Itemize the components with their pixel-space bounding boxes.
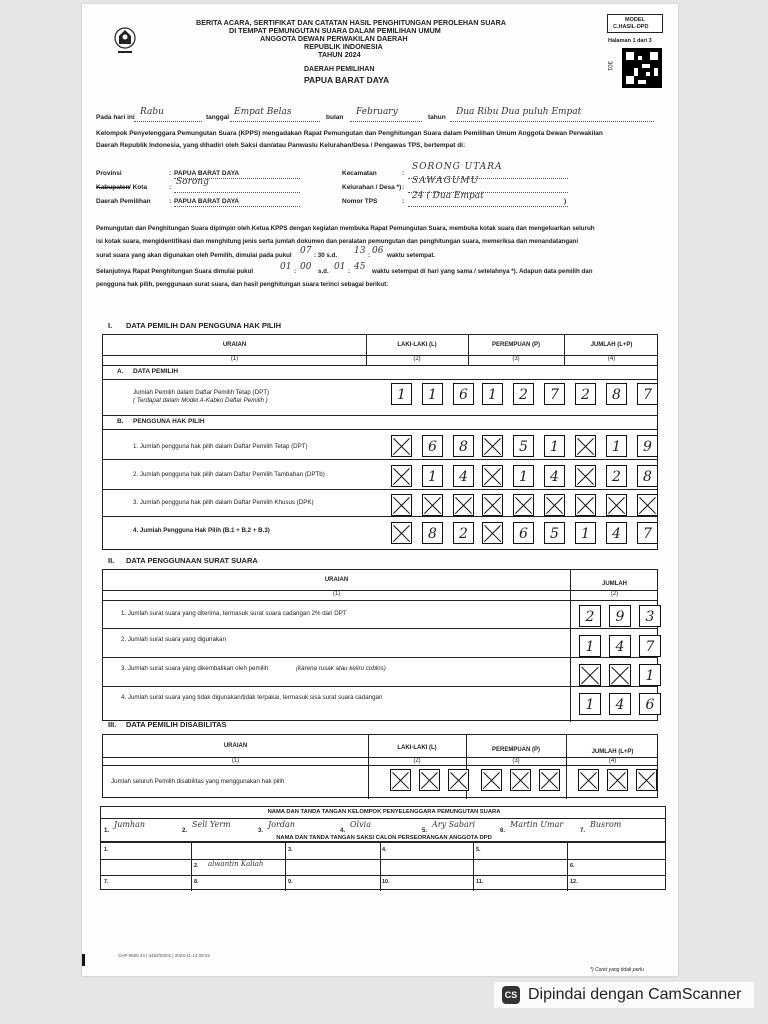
region-name: PAPUA BARAT DAYA: [304, 75, 390, 85]
camscanner-watermark: [494, 982, 754, 1008]
s3-j-1: [607, 769, 628, 791]
tps-close: ): [564, 198, 567, 205]
title-4: REPUBLIK INDONESIA: [304, 42, 383, 51]
kpps-signature-7: Busrom: [590, 820, 622, 829]
time-3: 06: [372, 246, 384, 256]
s3-r1: Jumlah seluruh Pemilih disabilitas yang menggunakan hak pilih: [111, 778, 285, 785]
s1-row2-j-2: 8: [637, 465, 658, 487]
s2-row2-2: 1: [639, 664, 661, 686]
s3-col-uraian: URAIAN: [223, 743, 248, 749]
kpu-logo: [112, 24, 138, 58]
kpps-signature-1: Jumhan: [114, 820, 146, 829]
kel-label: Kelurahan / Desa *): [342, 184, 402, 191]
kpps-signature-6: Martin Umar: [510, 820, 564, 829]
s3-p-1: [510, 769, 531, 791]
kec-colon: :: [402, 170, 405, 177]
s2-n2: (2): [610, 591, 619, 597]
s1-dpt-note: ( Terdapat dalam Model A-Kabko Daftar Pemilih ): [133, 397, 268, 404]
tps-value: 24 ( Dua Empat: [412, 191, 484, 201]
kpps-sig-num-2: 2.: [182, 828, 188, 834]
body-p3d: waktu setempat.: [387, 252, 436, 259]
time-4: 01: [280, 262, 292, 272]
body-p1: Pemungutan dan Penghitungan Suara dipimpin oleh Ketua KPPS dengan kegiatan membuka Rapat Pemungutan Suara, membuka kotak suara dan mengeluarkan seluruh: [96, 225, 595, 232]
s1-row4-j-0: 1: [575, 522, 596, 544]
dapil-label: Daerah Pemilihan: [96, 198, 151, 205]
body-p3b: : 30 s.d.: [314, 252, 338, 259]
model-code: C.HASIL-DPD: [613, 24, 649, 30]
s1-col-j: JUMLAH (L+P): [590, 342, 633, 348]
s1-row4-p-0: [482, 522, 503, 544]
kpps-signature-4: Olvia: [350, 820, 371, 829]
s1-row3-p-1: [513, 494, 534, 516]
date-value: Empat Belas: [234, 107, 292, 117]
s2-row0-2: 3: [639, 605, 661, 627]
qr-code: [622, 48, 662, 88]
s1-row2-j-0: [575, 465, 596, 487]
camscanner-icon: CS: [502, 986, 520, 1004]
s1-b3: 3. Jumlah pengguna hak pilih dalam Daftar Pemilih Khusus (DPK): [133, 499, 314, 506]
saksi-sig-num-4: 4.: [382, 847, 387, 853]
body-p4a: Selanjutnya Rapat Penghitungan Suara dimulai pukul: [96, 268, 254, 275]
month-value: February: [356, 107, 398, 117]
s3-p-2: [539, 769, 560, 791]
saksi-sig-num-11: 11.: [476, 879, 484, 885]
s1-row2-p-2: 4: [544, 465, 565, 487]
time-7: 45: [354, 262, 366, 272]
intro-p2: Daerah Republik Indonesia, yang dihadiri oleh Saksi dan/atau Panwaslu Kelurahan/Desa / Pengawas TPS, bertempat di:: [96, 142, 466, 149]
model-label: MODEL: [625, 17, 645, 23]
s2-title: DATA PENGGUNAAN SURAT SUARA: [126, 556, 258, 565]
kec-value: SORONG UTARA: [412, 162, 503, 172]
s3-col-l: LAKI-LAKI (L): [397, 745, 437, 751]
s1-row4-l-1: 8: [422, 522, 443, 544]
s2-row0-0: 2: [579, 605, 601, 627]
s2-r4: 4. Jumlah surat suara yang tidak digunakan/tidak terpakai, termasuk sisa surat suara cadangan: [121, 694, 383, 701]
s3-col-j: JUMLAH (L+P): [591, 749, 634, 755]
kpps-signature-3: Jordan: [268, 820, 295, 829]
day-value: Rabu: [140, 107, 164, 117]
s1-row1-l-0: [391, 435, 412, 457]
saksi-sig-num-7: 7.: [104, 879, 109, 885]
s1-row1-j-1: 1: [606, 435, 627, 457]
day-label: Pada hari ini: [96, 114, 135, 121]
s2-row3-2: 6: [639, 693, 661, 715]
s1-row1-l-2: 8: [453, 435, 474, 457]
kec-label: Kecamatan: [342, 170, 377, 177]
print-code: CHP 9600 24 | 4482/03/01 | 2023-11-14 08:02: [118, 953, 210, 958]
s1-row3-j-2: [637, 494, 658, 516]
s2-table: [102, 569, 658, 721]
time-6: 01: [334, 262, 346, 272]
s1-row0-p-0: 1: [482, 383, 503, 405]
s1-title: DATA PEMILIH DAN PENGGUNA HAK PILIH: [126, 321, 281, 330]
camscanner-text: Dipindai dengan CamScanner: [528, 986, 742, 1003]
kel-colon: :: [402, 184, 405, 191]
time-2: 13: [354, 246, 366, 256]
s2-num: II.: [108, 556, 115, 565]
s2-row2-0: [579, 664, 601, 686]
s3-n4: (4): [608, 758, 617, 764]
kel-value: SAWAGUMU: [412, 176, 480, 186]
kpps-signature-table: [100, 806, 666, 842]
form-sheet: [82, 4, 678, 976]
s1-row2-l-2: 4: [453, 465, 474, 487]
s1-col-p: PEREMPUAN (P): [491, 342, 540, 348]
kpps-sig-num-4: 4.: [340, 828, 346, 834]
s1-row3-l-1: [422, 494, 443, 516]
region-label: DAERAH PEMILIHAN: [304, 66, 375, 73]
s1-n3: (3): [512, 356, 520, 362]
kab-value: Sorong: [176, 177, 209, 187]
saksi-sig-num-5: 5.: [476, 847, 481, 853]
s1-row1-p-0: [482, 435, 503, 457]
s1-dpt-label: Jumlah Pemilih dalam Daftar Pemilih Tetap (DPT): [133, 389, 270, 396]
s2-row1-2: 7: [639, 635, 661, 657]
s2-col-j: JUMLAH: [602, 581, 627, 587]
tps-label: Nomor TPS: [342, 198, 378, 205]
s2-row1-0: 1: [579, 635, 601, 657]
s2-r2: 2. Jumlah surat suara yang digunakan: [121, 636, 226, 643]
s2-row1-1: 4: [609, 635, 631, 657]
body-p3c: :: [368, 252, 371, 259]
s1-b-label: B.: [117, 418, 124, 425]
s1-b-title: PENGGUNA HAK PILIH: [133, 418, 205, 425]
saksi-sig-num-1: 1.: [104, 847, 109, 853]
s1-col-uraian: URAIAN: [222, 342, 247, 348]
s3-title: DATA PEMILIH DISABILITAS: [126, 720, 227, 729]
body-p3a: surat suara yang akan digunakan oleh Pemilih, dimulai pada pukul: [96, 252, 292, 259]
s3-l-1: [419, 769, 440, 791]
s1-row2-p-1: 1: [513, 465, 534, 487]
s2-row3-0: 1: [579, 693, 601, 715]
s3-num: III.: [108, 720, 117, 729]
s1-row4-p-2: 5: [544, 522, 565, 544]
s1-row4-j-1: 4: [606, 522, 627, 544]
s1-row1-j-2: 9: [637, 435, 658, 457]
saksi-sig-num-8: 8.: [194, 879, 199, 885]
s1-row0-p-1: 2: [513, 383, 534, 405]
page-indicator: Halaman 1 dari 3: [608, 38, 652, 44]
s1-b4: 4. Jumlah Pengguna Hak Pilih (B.1 + B.2 + B.3): [133, 527, 270, 534]
s1-row2-l-0: [391, 465, 412, 487]
s1-num: I.: [108, 321, 113, 330]
kpps-sig-num-5: 5.: [422, 828, 428, 834]
saksi-sig-num-3: 3.: [288, 847, 293, 853]
s1-a-label: A.: [117, 368, 124, 375]
s3-p-0: [481, 769, 502, 791]
s2-n1: (1): [332, 591, 341, 597]
saksi-sig-num-12: 12.: [570, 879, 578, 885]
saksi-signature-2: alwantin Kaliah: [208, 860, 264, 868]
s1-b1: 1. Jumlah pengguna hak pilih dalam Daftar Pemilih Tetap (DPT): [133, 443, 308, 450]
dapil-value: PAPUA BARAT DAYA: [174, 198, 240, 205]
prov-colon: :: [169, 170, 172, 177]
s3-j-0: [578, 769, 599, 791]
body-p5: pengguna hak pilih, penggunaan surat suara, dan hasil penghitungan suara terinci sebagai berikut:: [96, 281, 389, 288]
s3-j-2: [636, 769, 657, 791]
s3-n3: (3): [512, 758, 520, 764]
s1-row3-l-2: [453, 494, 474, 516]
saksi-sig-num-6: 6.: [570, 863, 575, 869]
s1-row4-p-1: 6: [513, 522, 534, 544]
s1-row1-j-0: [575, 435, 596, 457]
month-label: bulan: [326, 114, 344, 121]
prov-value: PAPUA BARAT DAYA: [174, 170, 240, 177]
body-p4e: waktu setempat di hari yang sama / setelahnya *). Adapun data pemilih dan: [372, 268, 593, 275]
s1-row3-l-0: [391, 494, 412, 516]
kpps-title: NAMA DAN TANDA TANGAN KELOMPOK PENYELENGGARA PEMUNGUTAN SUARA: [267, 809, 501, 815]
s1-row0-l-1: 1: [422, 383, 443, 405]
kab-label-strike: Kabupaten: [96, 184, 130, 191]
model-box: [607, 14, 663, 33]
s1-n2: (2): [413, 356, 421, 362]
saksi-sig-num-9: 9.: [288, 879, 293, 885]
saksi-sig-num-2: 2.: [194, 863, 199, 869]
s3-n1: (1): [231, 758, 240, 764]
body-p4b: :: [294, 268, 297, 275]
kpps-sig-num-3: 3.: [258, 828, 264, 834]
s1-row0-j-0: 2: [575, 383, 596, 405]
s1-row0-j-1: 8: [606, 383, 627, 405]
prov-label: Provinsi: [96, 170, 122, 177]
s1-row1-p-2: 1: [544, 435, 565, 457]
title-2: DI TEMPAT PEMUNGUTAN SUARA DALAM PEMILIHAN UMUM: [229, 26, 441, 35]
body-p4d: :: [348, 268, 351, 275]
tps-colon: :: [402, 198, 405, 205]
s1-row4-j-2: 7: [637, 522, 658, 544]
s1-row3-p-2: [544, 494, 565, 516]
s1-n4: (4): [607, 356, 616, 362]
s3-col-p: PEREMPUAN (P): [491, 747, 540, 753]
s2-row3-1: 4: [609, 693, 631, 715]
s2-r3b: (karena rusak atau keliru coblos): [296, 665, 386, 672]
s3-n2: (2): [413, 758, 421, 764]
body-p4c: s.d.: [318, 268, 329, 275]
s2-r3a: 3. Jumlah surat suara yang dikembalikan oleh pemilih: [121, 665, 269, 672]
s1-row1-p-1: 5: [513, 435, 534, 457]
year-value: Dua Ribu Dua puluh Empat: [456, 107, 582, 117]
kpps-signature-5: Ary Sabari: [432, 820, 476, 829]
title-3: ANGGOTA DEWAN PERWAKILAN DAERAH: [260, 34, 408, 43]
saksi-title: NAMA DAN TANDA TANGAN SAKSI CALON PERSEORANGAN ANGGOTA DPD: [276, 835, 492, 841]
time-5: 00: [300, 262, 312, 272]
kpps-signature-2: Seli Yerm: [192, 820, 231, 829]
s3-l-2: [448, 769, 469, 791]
s1-row4-l-2: 2: [453, 522, 474, 544]
s1-n1: (1): [230, 356, 239, 362]
kab-label: / Kota: [129, 184, 148, 191]
footnote: *) Coret yang tidak perlu: [590, 967, 644, 973]
s1-row2-j-1: 2: [606, 465, 627, 487]
s2-r1: 1. Jumlah surat suara yang diterima, termasuk surat suara cadangan 2% dari DPT: [121, 610, 347, 617]
s1-row3-p-0: [482, 494, 503, 516]
dapil-colon: :: [169, 198, 172, 205]
s1-row2-p-0: [482, 465, 503, 487]
saksi-sig-num-10: 10.: [382, 879, 390, 885]
s1-row3-j-1: [606, 494, 627, 516]
year-label: tahun: [428, 114, 446, 121]
s1-a-title: DATA PEMILIH: [133, 368, 179, 375]
kpps-sig-num-7: 7.: [580, 828, 586, 834]
s1-row0-j-2: 7: [637, 383, 658, 405]
corner-mark: [82, 954, 85, 966]
time-1: 07: [300, 246, 312, 256]
title-5: TAHUN 2024: [318, 50, 361, 59]
s3-l-0: [390, 769, 411, 791]
s1-row0-l-0: 1: [391, 383, 412, 405]
body-p2: isi kotak suara, mengidentifikasi dan menghitung jenis serta jumlah dokumen dan peralatan pemungutan dan penghitungan suara, memeriksa dan menandatangani: [96, 238, 579, 245]
s2-row0-1: 9: [609, 605, 631, 627]
kpps-sig-num-6: 6.: [500, 828, 506, 834]
title-1: BERITA ACARA, SERTIFIKAT DAN CATATAN HASIL PENGHITUNGAN PEROLEHAN SUARA: [196, 18, 506, 27]
s1-row0-p-2: 7: [544, 383, 565, 405]
s1-row1-l-1: 6: [422, 435, 443, 457]
s1-row2-l-1: 1: [422, 465, 443, 487]
s1-row3-j-0: [575, 494, 596, 516]
intro-p1: Kelompok Penyelenggara Pemungutan Suara (KPPS) mengadakan Rapat Pemungutan dan Penghitungan Suara dalam Pemilihan Umum Anggota Dewan Perwakilan: [96, 130, 603, 137]
date-label: tanggal: [206, 114, 230, 121]
s1-col-l: LAKI-LAKI (L): [397, 342, 437, 348]
s1-row4-l-0: [391, 522, 412, 544]
s3-table: [102, 734, 658, 798]
s1-row0-l-2: 6: [453, 383, 474, 405]
kab-colon: :: [169, 184, 172, 191]
s2-row2-1: [609, 664, 631, 686]
s2-col-uraian: URAIAN: [324, 577, 349, 583]
s1-b2: 2. Jumlah pengguna hak pilih dalam Daftar Pemilih Tambahan (DPTb): [133, 471, 325, 478]
page-code: 301: [606, 60, 613, 72]
kpps-sig-num-1: 1.: [104, 828, 110, 834]
